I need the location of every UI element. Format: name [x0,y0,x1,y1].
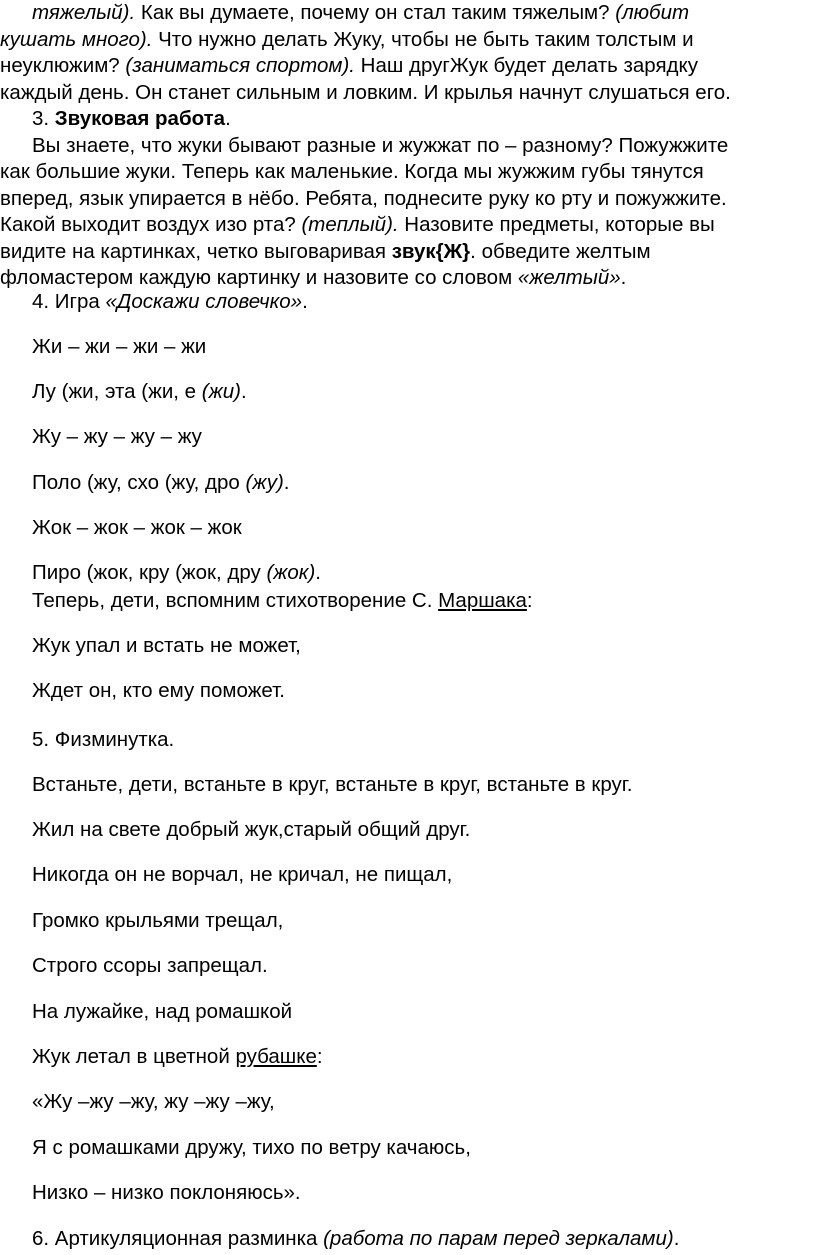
intro-line-2 [0,27,812,54]
intro-text: Что нужно делать Жуку, чтобы не быть таким толстым и [152,27,694,51]
rhyme-line: Жи – жи – жи – жи [32,335,207,358]
poem-line: Ждет он, кто ему поможет. [32,679,285,702]
section-3-line-5 [0,239,812,266]
rhyme-text: Лу (жи, эта (жи, е [32,380,202,403]
exercise-line: Низко – низко поклоняюсь». [32,1181,301,1204]
intro-paragraph [0,0,812,106]
exercise-line: Никогда он не ворчал, не кричал, не пищал, [32,863,453,886]
rhyme-answer: (жу) [245,471,284,494]
punctuation: . [225,107,231,130]
intro-line-1 [0,0,812,27]
punctuation: . [302,290,308,313]
rhyme-text: Пиро (жок, кру (жок, дру [32,561,267,584]
section-text: видите на картинках, четко выговаривая [0,239,392,263]
rhyme-text: Поло (жу, схо (жу, дро [32,471,246,494]
game-title: «Доскажи словечко» [105,290,303,313]
intro-text: Как вы думаете, почему он стал таким тяжелым? [135,1,616,24]
section-italic: (теплый). [301,213,399,236]
exercise-line: Громко крыльями трещал, [32,909,284,932]
rhyme-line [32,380,247,404]
sound-label: звук{Ж} [391,239,471,263]
punctuation: . [673,1227,680,1250]
intro-italic: (заниматься спортом). [125,54,355,77]
section-text: 6. Артикуляционная разминка [32,1227,324,1250]
intro-text: Наш другЖук будет делать зарядку [354,54,698,77]
section-text: Назовите предметы, которые вы [398,213,715,236]
poem-line: Жук упал и встать не может, [32,634,301,657]
exercise-line: Встаньте, дети, встаньте в круг, встаньте в круг, встаньте в круг. [32,773,633,796]
section-3-line-1: Вы знаете, что жуки бывают разные и жужжат по – разному? Пожужжите [32,133,729,157]
exercise-line: Строго ссоры запрещал. [32,954,268,977]
section-text: 4. Игра [32,290,106,313]
exercise-text: Жук летал в цветной [32,1045,236,1068]
exercise-line [32,1045,323,1069]
intro-text: каждый день. Он станет сильным и ловким. И крылья начнут слушаться его. [0,80,731,104]
punctuation: . [620,266,627,289]
section-3-line-6 [0,265,812,292]
exercise-line: Жил на свете добрый жук,старый общий друг. [32,818,471,841]
punctuation: . [315,561,321,584]
punctuation: . [240,380,247,403]
section-text: . обведите желтым [470,239,651,263]
punctuation: . [283,471,290,494]
intro-italic: тяжелый). [32,1,136,24]
rhyme-answer: (жок) [266,561,316,584]
rhyme-line [32,471,289,495]
rhyme-line: Жок – жок – жок – жок [32,516,242,539]
section-number: 3. [32,107,55,130]
section-3-line-4 [0,212,812,239]
section-title: Звуковая работа [54,107,226,130]
intro-italic: (любит [615,1,690,24]
section-3-line-2: как большие жуки. Теперь как маленькие. Когда мы жужжим губы тянутся [0,160,704,183]
exercise-line: Я с ромашками дружу, тихо по ветру качаюсь, [32,1136,471,1159]
poem-intro [32,589,533,613]
rhyme-line: Жу – жу – жу – жу [32,425,202,448]
section-4-heading [32,290,308,314]
section-3-heading [0,106,812,133]
poem-intro-text: Теперь, дети, вспомним стихотворение С. [32,589,439,612]
section-italic: (работа по парам перед зеркалами) [323,1227,674,1250]
section-6-heading [32,1227,679,1251]
section-3 [0,106,812,292]
intro-line-3 [0,53,812,80]
section-text: Какой выходит воздух изо рта? [0,213,302,236]
rhyme-answer: (жи) [201,380,241,403]
shirt-link[interactable]: рубашке [235,1045,317,1068]
exercise-line: «Жу –жу –жу, жу –жу –жу, [32,1090,275,1113]
exercise-line: На лужайке, над ромашкой [32,1000,293,1023]
author-link[interactable]: Маршака [438,589,527,612]
punctuation: : [526,589,533,612]
punctuation: : [316,1045,323,1068]
intro-line-4 [0,80,812,107]
intro-italic: кушать много). [0,27,153,51]
section-3-line-3: вперед, язык упирается в нёбо. Ребята, поднесите руку ко рту и пожужжите. [0,186,727,210]
intro-text: неуклюжим? [0,54,126,77]
section-italic: «желтый» [517,266,621,289]
rhyme-line [32,561,321,585]
section-text: фломастером каждую картинку и назовите со словом [0,266,518,289]
section-5-heading: 5. Физминутка. [32,728,175,751]
